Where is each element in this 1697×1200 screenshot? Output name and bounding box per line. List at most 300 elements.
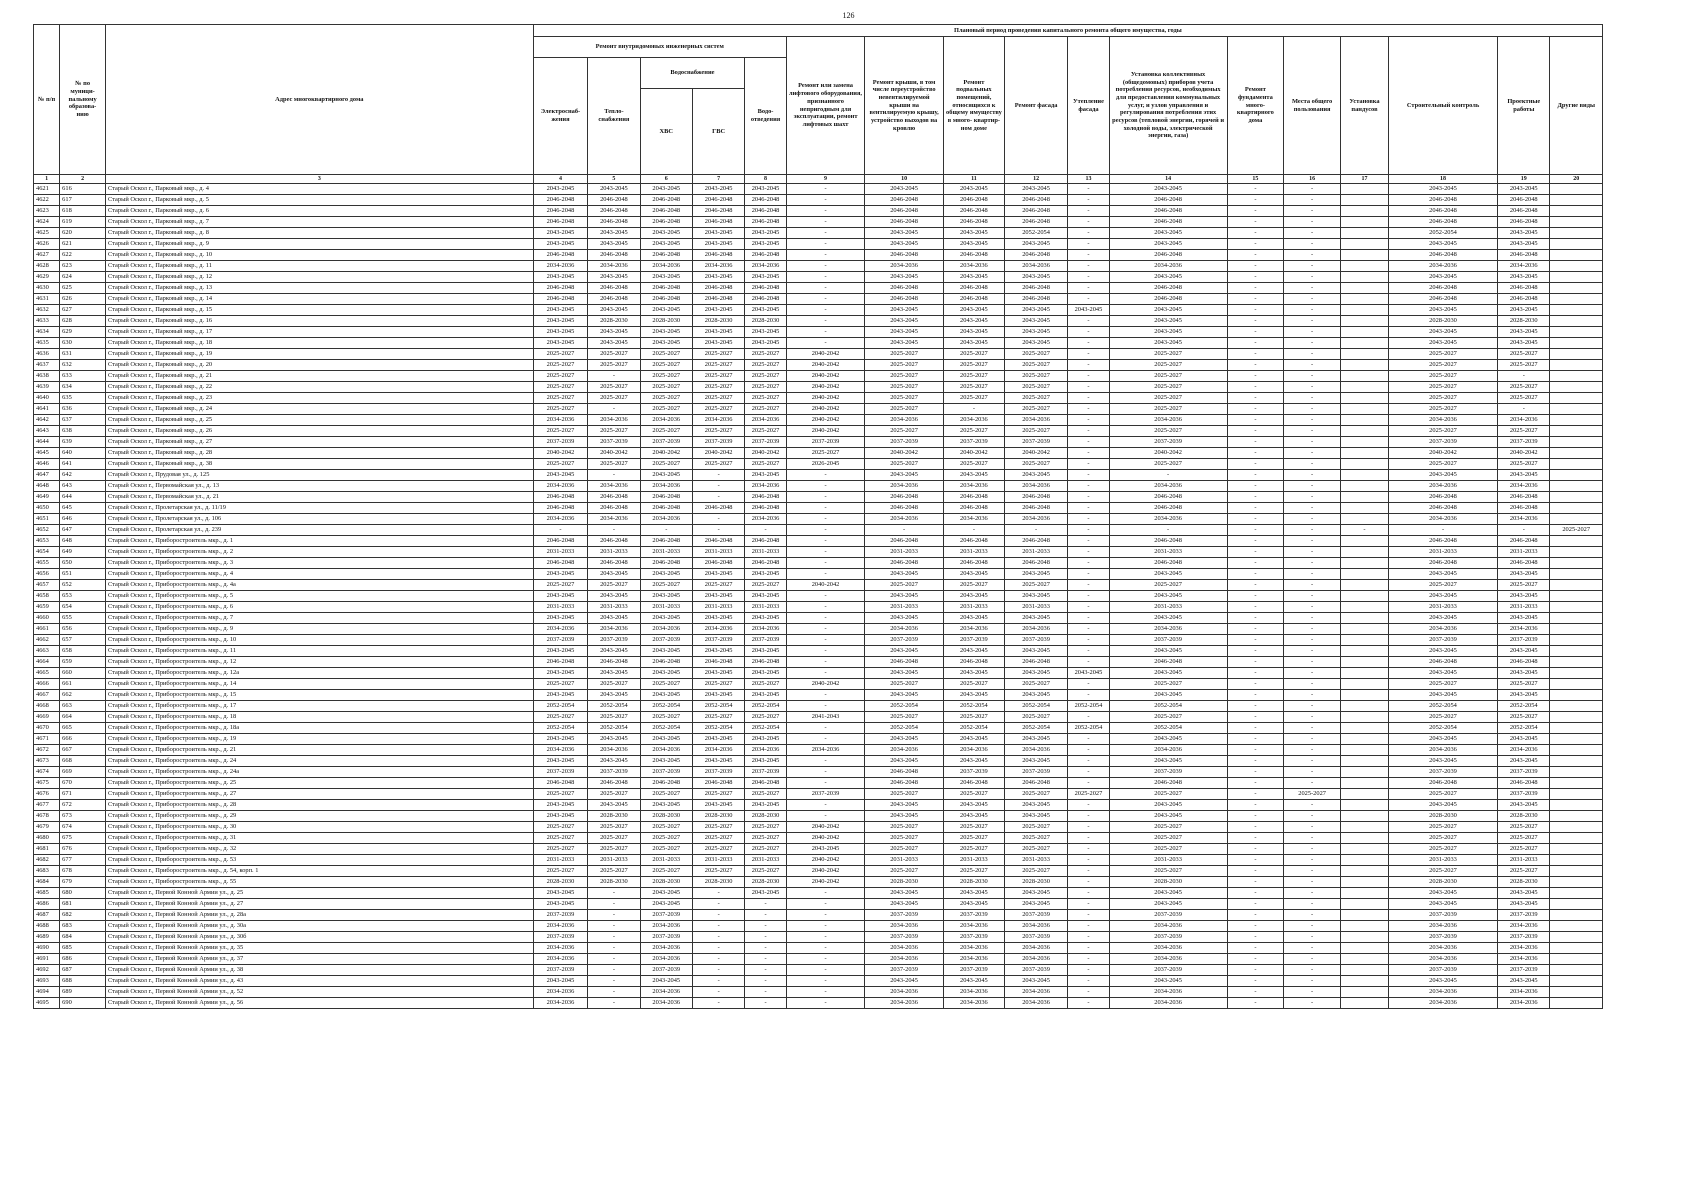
period-cell: 2046-2048 — [745, 195, 786, 206]
address-cell: Старый Оскол г., Приборостроитель мкр., д. 19 — [105, 734, 533, 745]
period-cell: - — [1227, 932, 1284, 943]
period-cell: - — [1227, 514, 1284, 525]
period-cell: 2043-2045 — [943, 756, 1004, 767]
period-cell: - — [745, 921, 786, 932]
period-cell: 2034-2036 — [786, 745, 865, 756]
column-number-cell: 8 — [745, 175, 786, 184]
period-cell: 2043-2045 — [533, 668, 588, 679]
period-cell: - — [1227, 679, 1284, 690]
period-cell: - — [745, 954, 786, 965]
period-cell: 2043-2045 — [533, 239, 588, 250]
period-cell: 2028-2030 — [1388, 316, 1497, 327]
period-cell: 2025-2027 — [1109, 349, 1227, 360]
address-cell: Старый Оскол г., Парковый мкр., д. 25 — [105, 415, 533, 426]
period-cell: 2034-2036 — [1004, 998, 1067, 1009]
row-index-cell: 4636 — [34, 349, 60, 360]
period-cell: - — [786, 932, 865, 943]
period-cell: 2046-2048 — [1388, 657, 1497, 668]
period-cell — [1550, 778, 1603, 789]
period-cell: - — [1068, 316, 1109, 327]
column-number-cell: 17 — [1340, 175, 1388, 184]
period-cell: 2037-2039 — [1388, 965, 1497, 976]
period-cell: 2025-2027 — [745, 382, 786, 393]
period-cell: 2025-2027 — [533, 844, 588, 855]
period-cell: 2028-2030 — [692, 877, 744, 888]
period-cell: 2043-2045 — [1498, 305, 1550, 316]
period-cell: 2043-2045 — [533, 888, 588, 899]
period-cell: - — [1068, 360, 1109, 371]
period-cell: 2031-2033 — [745, 602, 786, 613]
period-cell: - — [588, 954, 640, 965]
period-cell: - — [786, 239, 865, 250]
address-cell: Старый Оскол г., Парковый мкр., д. 21 — [105, 371, 533, 382]
period-cell: - — [1284, 327, 1341, 338]
period-cell: 2025-2027 — [1388, 822, 1497, 833]
address-cell: Старый Оскол г., Приборостроитель мкр., д. 53 — [105, 855, 533, 866]
col-header-design-works: Проектные работы — [1498, 37, 1550, 175]
period-cell: 2025-2027 — [533, 822, 588, 833]
period-cell: 2034-2036 — [1498, 921, 1550, 932]
period-cell: 2028-2030 — [745, 811, 786, 822]
period-cell — [1340, 800, 1388, 811]
period-cell: 2043-2045 — [745, 228, 786, 239]
period-cell: 2025-2027 — [943, 360, 1004, 371]
period-cell: 2052-2054 — [865, 723, 944, 734]
municipal-number-cell: 672 — [60, 800, 106, 811]
period-cell — [1340, 943, 1388, 954]
period-cell: 2025-2027 — [640, 844, 692, 855]
period-cell: 2046-2048 — [1498, 250, 1550, 261]
row-index-cell: 4663 — [34, 646, 60, 657]
period-cell: 2025-2027 — [692, 822, 744, 833]
period-cell: 2043-2045 — [640, 800, 692, 811]
table-row — [34, 228, 1603, 239]
period-cell: 2034-2036 — [692, 415, 744, 426]
column-number-cell: 12 — [1004, 175, 1067, 184]
period-cell: 2025-2027 — [1109, 822, 1227, 833]
period-cell: 2025-2027 — [865, 382, 944, 393]
period-cell: - — [745, 943, 786, 954]
address-cell: Старый Оскол г., Парковый мкр., д. 18 — [105, 338, 533, 349]
column-number-cell: 1 — [34, 175, 60, 184]
period-cell: 2028-2030 — [1388, 811, 1497, 822]
period-cell: 2034-2036 — [1388, 998, 1497, 1009]
period-cell: 2046-2048 — [1498, 195, 1550, 206]
period-cell: - — [1068, 217, 1109, 228]
period-cell: - — [786, 998, 865, 1009]
column-number-cell: 10 — [865, 175, 944, 184]
period-cell: 2046-2048 — [1004, 657, 1067, 668]
period-cell — [1340, 393, 1388, 404]
period-cell: - — [1068, 877, 1109, 888]
period-cell: 2046-2048 — [1109, 503, 1227, 514]
period-cell: - — [1068, 646, 1109, 657]
period-cell: - — [786, 492, 865, 503]
period-cell: 2046-2048 — [533, 558, 588, 569]
period-cell: 2046-2048 — [745, 206, 786, 217]
period-cell: 2043-2045 — [865, 811, 944, 822]
period-cell: - — [786, 195, 865, 206]
period-cell: - — [1068, 272, 1109, 283]
row-index-cell: 4658 — [34, 591, 60, 602]
period-cell: 2043-2045 — [1498, 569, 1550, 580]
municipal-number-cell: 647 — [60, 525, 106, 536]
period-cell: 2037-2039 — [1004, 437, 1067, 448]
period-cell: 2043-2045 — [692, 272, 744, 283]
period-cell: 2037-2039 — [640, 437, 692, 448]
municipal-number-cell: 676 — [60, 844, 106, 855]
period-cell: - — [1227, 305, 1284, 316]
period-cell — [1340, 338, 1388, 349]
municipal-number-cell: 626 — [60, 294, 106, 305]
period-cell: 2043-2045 — [1388, 646, 1497, 657]
row-index-cell: 4682 — [34, 855, 60, 866]
col-header-roof: Ремонт крыши, в том числе переустройство невентилируемой крыши на вентилируемую крышу, устройство выходов на кровлю — [865, 37, 944, 175]
col-header-heat: Тепло- снабжения — [588, 58, 640, 175]
period-cell: - — [1068, 624, 1109, 635]
period-cell: 2025-2027 — [588, 844, 640, 855]
period-cell: 2043-2045 — [1388, 690, 1497, 701]
period-cell: 2034-2036 — [640, 481, 692, 492]
period-cell: 2043-2045 — [1109, 228, 1227, 239]
period-cell — [1340, 899, 1388, 910]
period-cell: 2025-2027 — [692, 679, 744, 690]
row-index-cell: 4673 — [34, 756, 60, 767]
period-cell — [1340, 569, 1388, 580]
period-cell — [1550, 811, 1603, 822]
period-cell: - — [786, 778, 865, 789]
period-cell: - — [786, 316, 865, 327]
period-cell: 2037-2039 — [1004, 932, 1067, 943]
period-cell: - — [1284, 723, 1341, 734]
period-cell: 2046-2048 — [1109, 250, 1227, 261]
period-cell: - — [1227, 437, 1284, 448]
period-cell: - — [786, 965, 865, 976]
period-cell — [1550, 327, 1603, 338]
period-cell — [1550, 910, 1603, 921]
period-cell: 2034-2036 — [533, 514, 588, 525]
row-index-cell: 4691 — [34, 954, 60, 965]
period-cell: 2043-2045 — [692, 338, 744, 349]
period-cell — [1550, 833, 1603, 844]
municipal-number-cell: 634 — [60, 382, 106, 393]
address-cell: Старый Оскол г., Приборостроитель мкр., д. 24 — [105, 756, 533, 767]
period-cell — [1340, 382, 1388, 393]
period-cell: - — [745, 976, 786, 987]
address-cell: Старый Оскол г., Приборостроитель мкр., д. 2 — [105, 547, 533, 558]
period-cell: 2046-2048 — [692, 217, 744, 228]
period-cell: 2043-2045 — [1109, 811, 1227, 822]
period-cell: 2025-2027 — [943, 679, 1004, 690]
period-cell: 2025-2027 — [1109, 833, 1227, 844]
period-cell: 2043-2045 — [1388, 327, 1497, 338]
municipal-number-cell: 630 — [60, 338, 106, 349]
col-header-facade: Ремонт фасада — [1004, 37, 1067, 175]
period-cell: 2046-2048 — [1498, 283, 1550, 294]
period-cell: - — [1004, 525, 1067, 536]
period-cell: 2025-2027 — [1388, 679, 1497, 690]
period-cell: 2025-2027 — [640, 360, 692, 371]
period-cell: 2025-2027 — [865, 426, 944, 437]
period-cell: 2043-2045 — [1388, 800, 1497, 811]
period-cell: 2025-2027 — [533, 360, 588, 371]
period-cell: 2025-2027 — [865, 712, 944, 723]
period-cell: 2025-2027 — [865, 844, 944, 855]
period-cell: - — [745, 987, 786, 998]
period-cell: 2034-2036 — [1004, 481, 1067, 492]
period-cell: - — [1284, 503, 1341, 514]
municipal-number-cell: 641 — [60, 459, 106, 470]
period-cell: - — [1284, 206, 1341, 217]
period-cell: 2034-2036 — [1004, 921, 1067, 932]
period-cell: 2046-2048 — [745, 492, 786, 503]
period-cell: 2025-2027 — [588, 360, 640, 371]
period-cell: 2052-2054 — [1388, 701, 1497, 712]
period-cell — [1550, 690, 1603, 701]
period-cell: 2043-2045 — [943, 184, 1004, 195]
period-cell: 2034-2036 — [1388, 415, 1497, 426]
period-cell: 2043-2045 — [786, 844, 865, 855]
row-index-cell: 4695 — [34, 998, 60, 1009]
period-cell: - — [786, 283, 865, 294]
period-cell — [1550, 954, 1603, 965]
period-cell: 2043-2045 — [1004, 338, 1067, 349]
period-cell: 2043-2045 — [533, 305, 588, 316]
period-cell: 2034-2036 — [1004, 415, 1067, 426]
period-cell — [1550, 921, 1603, 932]
period-cell: 2034-2036 — [865, 987, 944, 998]
col-header-foundation: Ремонт фундамента много- квартирного дома — [1227, 37, 1284, 175]
period-cell: - — [1284, 976, 1341, 987]
period-cell: 2025-2027 — [1498, 459, 1550, 470]
period-cell: - — [1227, 217, 1284, 228]
period-cell: 2046-2048 — [1004, 558, 1067, 569]
period-cell: 2025-2027 — [533, 679, 588, 690]
period-cell: - — [1498, 371, 1550, 382]
period-cell — [1340, 503, 1388, 514]
address-cell: Старый Оскол г., Первомайская ул., д. 21 — [105, 492, 533, 503]
period-cell: 2043-2045 — [533, 756, 588, 767]
period-cell: 2025-2027 — [943, 371, 1004, 382]
period-cell: 2046-2048 — [1109, 283, 1227, 294]
period-cell: - — [786, 481, 865, 492]
period-cell: 2025-2027 — [640, 371, 692, 382]
row-index-cell: 4679 — [34, 822, 60, 833]
period-cell: - — [1068, 492, 1109, 503]
period-cell — [1340, 195, 1388, 206]
period-cell: - — [692, 492, 744, 503]
table-row — [34, 976, 1603, 987]
period-cell: 2031-2033 — [865, 855, 944, 866]
row-index-cell: 4685 — [34, 888, 60, 899]
period-cell: 2034-2036 — [640, 415, 692, 426]
period-cell: 2025-2027 — [745, 393, 786, 404]
period-cell: - — [786, 184, 865, 195]
period-cell: 2043-2045 — [533, 184, 588, 195]
period-cell: 2037-2039 — [588, 767, 640, 778]
period-cell — [1550, 338, 1603, 349]
period-cell: 2037-2039 — [1388, 635, 1497, 646]
period-cell: - — [786, 888, 865, 899]
period-cell: 2025-2027 — [745, 360, 786, 371]
period-cell: 2025-2027 — [692, 789, 744, 800]
period-cell: 2025-2027 — [943, 580, 1004, 591]
period-cell: - — [1068, 745, 1109, 756]
period-cell: - — [1340, 525, 1388, 536]
period-cell — [1340, 921, 1388, 932]
period-cell: - — [1227, 745, 1284, 756]
period-cell: 2043-2045 — [1388, 734, 1497, 745]
period-cell: - — [588, 404, 640, 415]
row-index-cell: 4638 — [34, 371, 60, 382]
period-cell: 2025-2027 — [865, 866, 944, 877]
period-cell: 2034-2036 — [588, 415, 640, 426]
period-cell: 2025-2027 — [943, 789, 1004, 800]
period-cell: 2037-2039 — [1004, 767, 1067, 778]
period-cell: 2037-2039 — [640, 932, 692, 943]
period-cell: 2025-2027 — [588, 712, 640, 723]
period-cell: 2040-2042 — [786, 404, 865, 415]
period-cell: 2037-2039 — [1498, 910, 1550, 921]
period-cell: - — [1227, 668, 1284, 679]
column-number-row — [34, 175, 1603, 184]
address-cell: Старый Оскол г., Приборостроитель мкр., д. 28 — [105, 800, 533, 811]
period-cell: 2043-2045 — [533, 228, 588, 239]
period-cell: 2034-2036 — [1004, 954, 1067, 965]
period-cell: 2025-2027 — [1109, 580, 1227, 591]
period-cell: 2043-2045 — [943, 800, 1004, 811]
period-cell: 2031-2033 — [692, 602, 744, 613]
period-cell: 2025-2027 — [943, 349, 1004, 360]
period-cell: 2043-2045 — [745, 184, 786, 195]
row-index-cell: 4653 — [34, 536, 60, 547]
period-cell: 2043-2045 — [1498, 646, 1550, 657]
period-cell: 2040-2042 — [786, 679, 865, 690]
period-cell: - — [943, 404, 1004, 415]
period-cell: 2025-2027 — [692, 404, 744, 415]
row-index-cell: 4651 — [34, 514, 60, 525]
period-cell: 2028-2030 — [1498, 316, 1550, 327]
period-cell: 2046-2048 — [640, 250, 692, 261]
row-index-cell: 4671 — [34, 734, 60, 745]
table-row — [34, 690, 1603, 701]
period-cell: - — [1227, 283, 1284, 294]
municipal-number-cell: 646 — [60, 514, 106, 525]
address-cell: Старый Оскол г., Первой Конной Армии ул., д. 35 — [105, 943, 533, 954]
period-cell: - — [1284, 602, 1341, 613]
period-cell: 2028-2030 — [692, 316, 744, 327]
period-cell: 2040-2042 — [786, 426, 865, 437]
period-cell: 2028-2030 — [588, 811, 640, 822]
period-cell: 2037-2039 — [745, 437, 786, 448]
row-index-cell: 4693 — [34, 976, 60, 987]
period-cell: 2052-2054 — [1004, 228, 1067, 239]
period-cell: 2025-2027 — [692, 459, 744, 470]
period-cell — [1550, 239, 1603, 250]
row-index-cell: 4647 — [34, 470, 60, 481]
period-cell: 2043-2045 — [1498, 800, 1550, 811]
period-cell: 2034-2036 — [1004, 624, 1067, 635]
period-cell: 2043-2045 — [943, 569, 1004, 580]
period-cell: 2043-2045 — [588, 800, 640, 811]
period-cell: - — [1284, 899, 1341, 910]
period-cell: 2043-2045 — [1004, 646, 1067, 657]
address-cell: Старый Оскол г., Приборостроитель мкр., д. 25 — [105, 778, 533, 789]
period-cell: 2052-2054 — [1109, 701, 1227, 712]
period-cell: - — [1227, 470, 1284, 481]
table-row — [34, 393, 1603, 404]
period-cell: 2046-2048 — [943, 503, 1004, 514]
period-cell: 2043-2045 — [943, 228, 1004, 239]
row-index-cell: 4664 — [34, 657, 60, 668]
period-cell — [1550, 492, 1603, 503]
period-cell: - — [1068, 613, 1109, 624]
municipal-number-cell: 619 — [60, 217, 106, 228]
period-cell: - — [786, 899, 865, 910]
period-cell: - — [786, 547, 865, 558]
period-cell: 2046-2048 — [1388, 492, 1497, 503]
period-cell: 2025-2027 — [692, 393, 744, 404]
period-cell: 2025-2027 — [943, 393, 1004, 404]
period-cell — [1340, 272, 1388, 283]
period-cell: 2034-2036 — [1498, 624, 1550, 635]
period-cell: 2046-2048 — [692, 283, 744, 294]
period-cell — [1550, 272, 1603, 283]
period-cell — [1550, 382, 1603, 393]
period-cell: 2034-2036 — [533, 481, 588, 492]
municipal-number-cell: 631 — [60, 349, 106, 360]
period-cell — [1550, 360, 1603, 371]
municipal-number-cell: 665 — [60, 723, 106, 734]
period-cell: - — [1227, 338, 1284, 349]
period-cell: 2025-2027 — [1388, 580, 1497, 591]
period-cell: - — [1068, 514, 1109, 525]
period-cell: 2046-2048 — [1388, 778, 1497, 789]
period-cell: - — [588, 943, 640, 954]
col-header-engineering: Ремонт внутридомовых инженерных систем — [533, 37, 786, 58]
period-cell — [1340, 822, 1388, 833]
period-cell: 2043-2045 — [1004, 305, 1067, 316]
address-cell: Старый Оскол г., Парковый мкр., д. 38 — [105, 459, 533, 470]
period-cell: 2025-2027 — [588, 679, 640, 690]
period-cell: 2034-2036 — [640, 943, 692, 954]
period-cell: - — [1227, 261, 1284, 272]
period-cell: 2046-2048 — [1388, 536, 1497, 547]
period-cell: - — [1068, 206, 1109, 217]
period-cell: 2043-2045 — [1109, 569, 1227, 580]
period-cell: 2034-2036 — [745, 415, 786, 426]
period-cell: 2034-2036 — [640, 954, 692, 965]
row-index-cell: 4631 — [34, 294, 60, 305]
period-cell: 2046-2048 — [943, 283, 1004, 294]
municipal-number-cell: 681 — [60, 899, 106, 910]
period-cell: - — [1284, 294, 1341, 305]
period-cell — [1550, 481, 1603, 492]
period-cell: 2043-2045 — [745, 338, 786, 349]
address-cell: Старый Оскол г., Пролетарская ул., д. 106 — [105, 514, 533, 525]
period-cell: 2037-2039 — [640, 635, 692, 646]
period-cell: - — [588, 899, 640, 910]
period-cell: - — [786, 954, 865, 965]
period-cell: 2043-2045 — [588, 646, 640, 657]
period-cell: 2037-2039 — [1109, 932, 1227, 943]
period-cell: 2046-2048 — [533, 778, 588, 789]
period-cell: 2046-2048 — [588, 217, 640, 228]
period-cell: 2046-2048 — [640, 206, 692, 217]
period-cell: - — [1068, 547, 1109, 558]
period-cell: - — [1284, 822, 1341, 833]
period-cell: 2046-2048 — [865, 283, 944, 294]
